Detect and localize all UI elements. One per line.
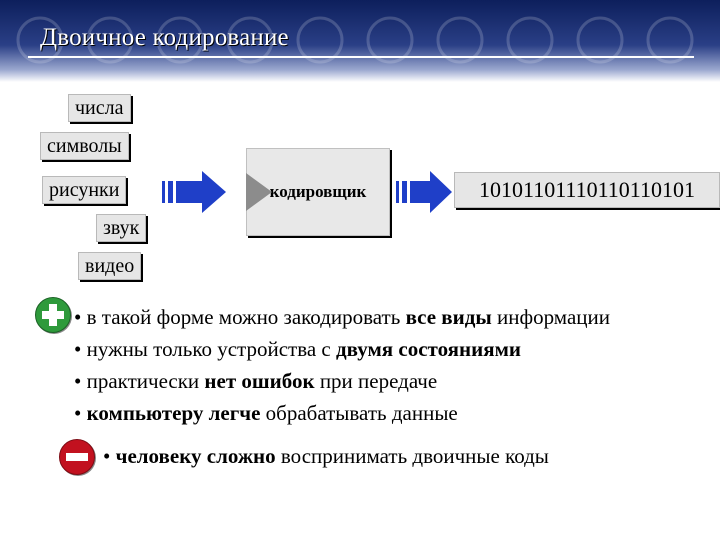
advantage-item: • компьютеру легче обрабатывать данные [74,401,458,425]
input-box-pictures: рисунки [42,176,126,204]
input-box-numbers: числа [68,94,131,122]
slide-header [0,0,720,82]
input-arrow-icon [162,169,228,215]
binary-output-box: 10101101110110110101 [454,172,720,208]
input-box-video: видео [78,252,141,280]
encoder-label: кодировщик [269,182,367,201]
advantage-item: • практически нет ошибок при передаче [74,369,438,393]
output-arrow-icon [396,169,454,215]
minus-circle-icon [59,439,95,475]
advantage-item: • нужны только устройства с двумя состояниями [74,337,522,361]
slide-title: Двоичное кодирование [40,24,289,51]
advantage-item: • в такой форме можно закодировать все виды информации [74,305,610,329]
encoder-block [246,148,390,236]
disadvantage-item: • человеку сложно воспринимать двоичные коды [103,444,549,468]
encoder-notch [246,173,272,211]
plus-circle-icon [35,297,71,333]
advantages-list [74,301,610,429]
input-box-sound: звук [96,214,146,242]
input-box-symbols: символы [40,132,129,160]
title-underline [28,56,694,58]
